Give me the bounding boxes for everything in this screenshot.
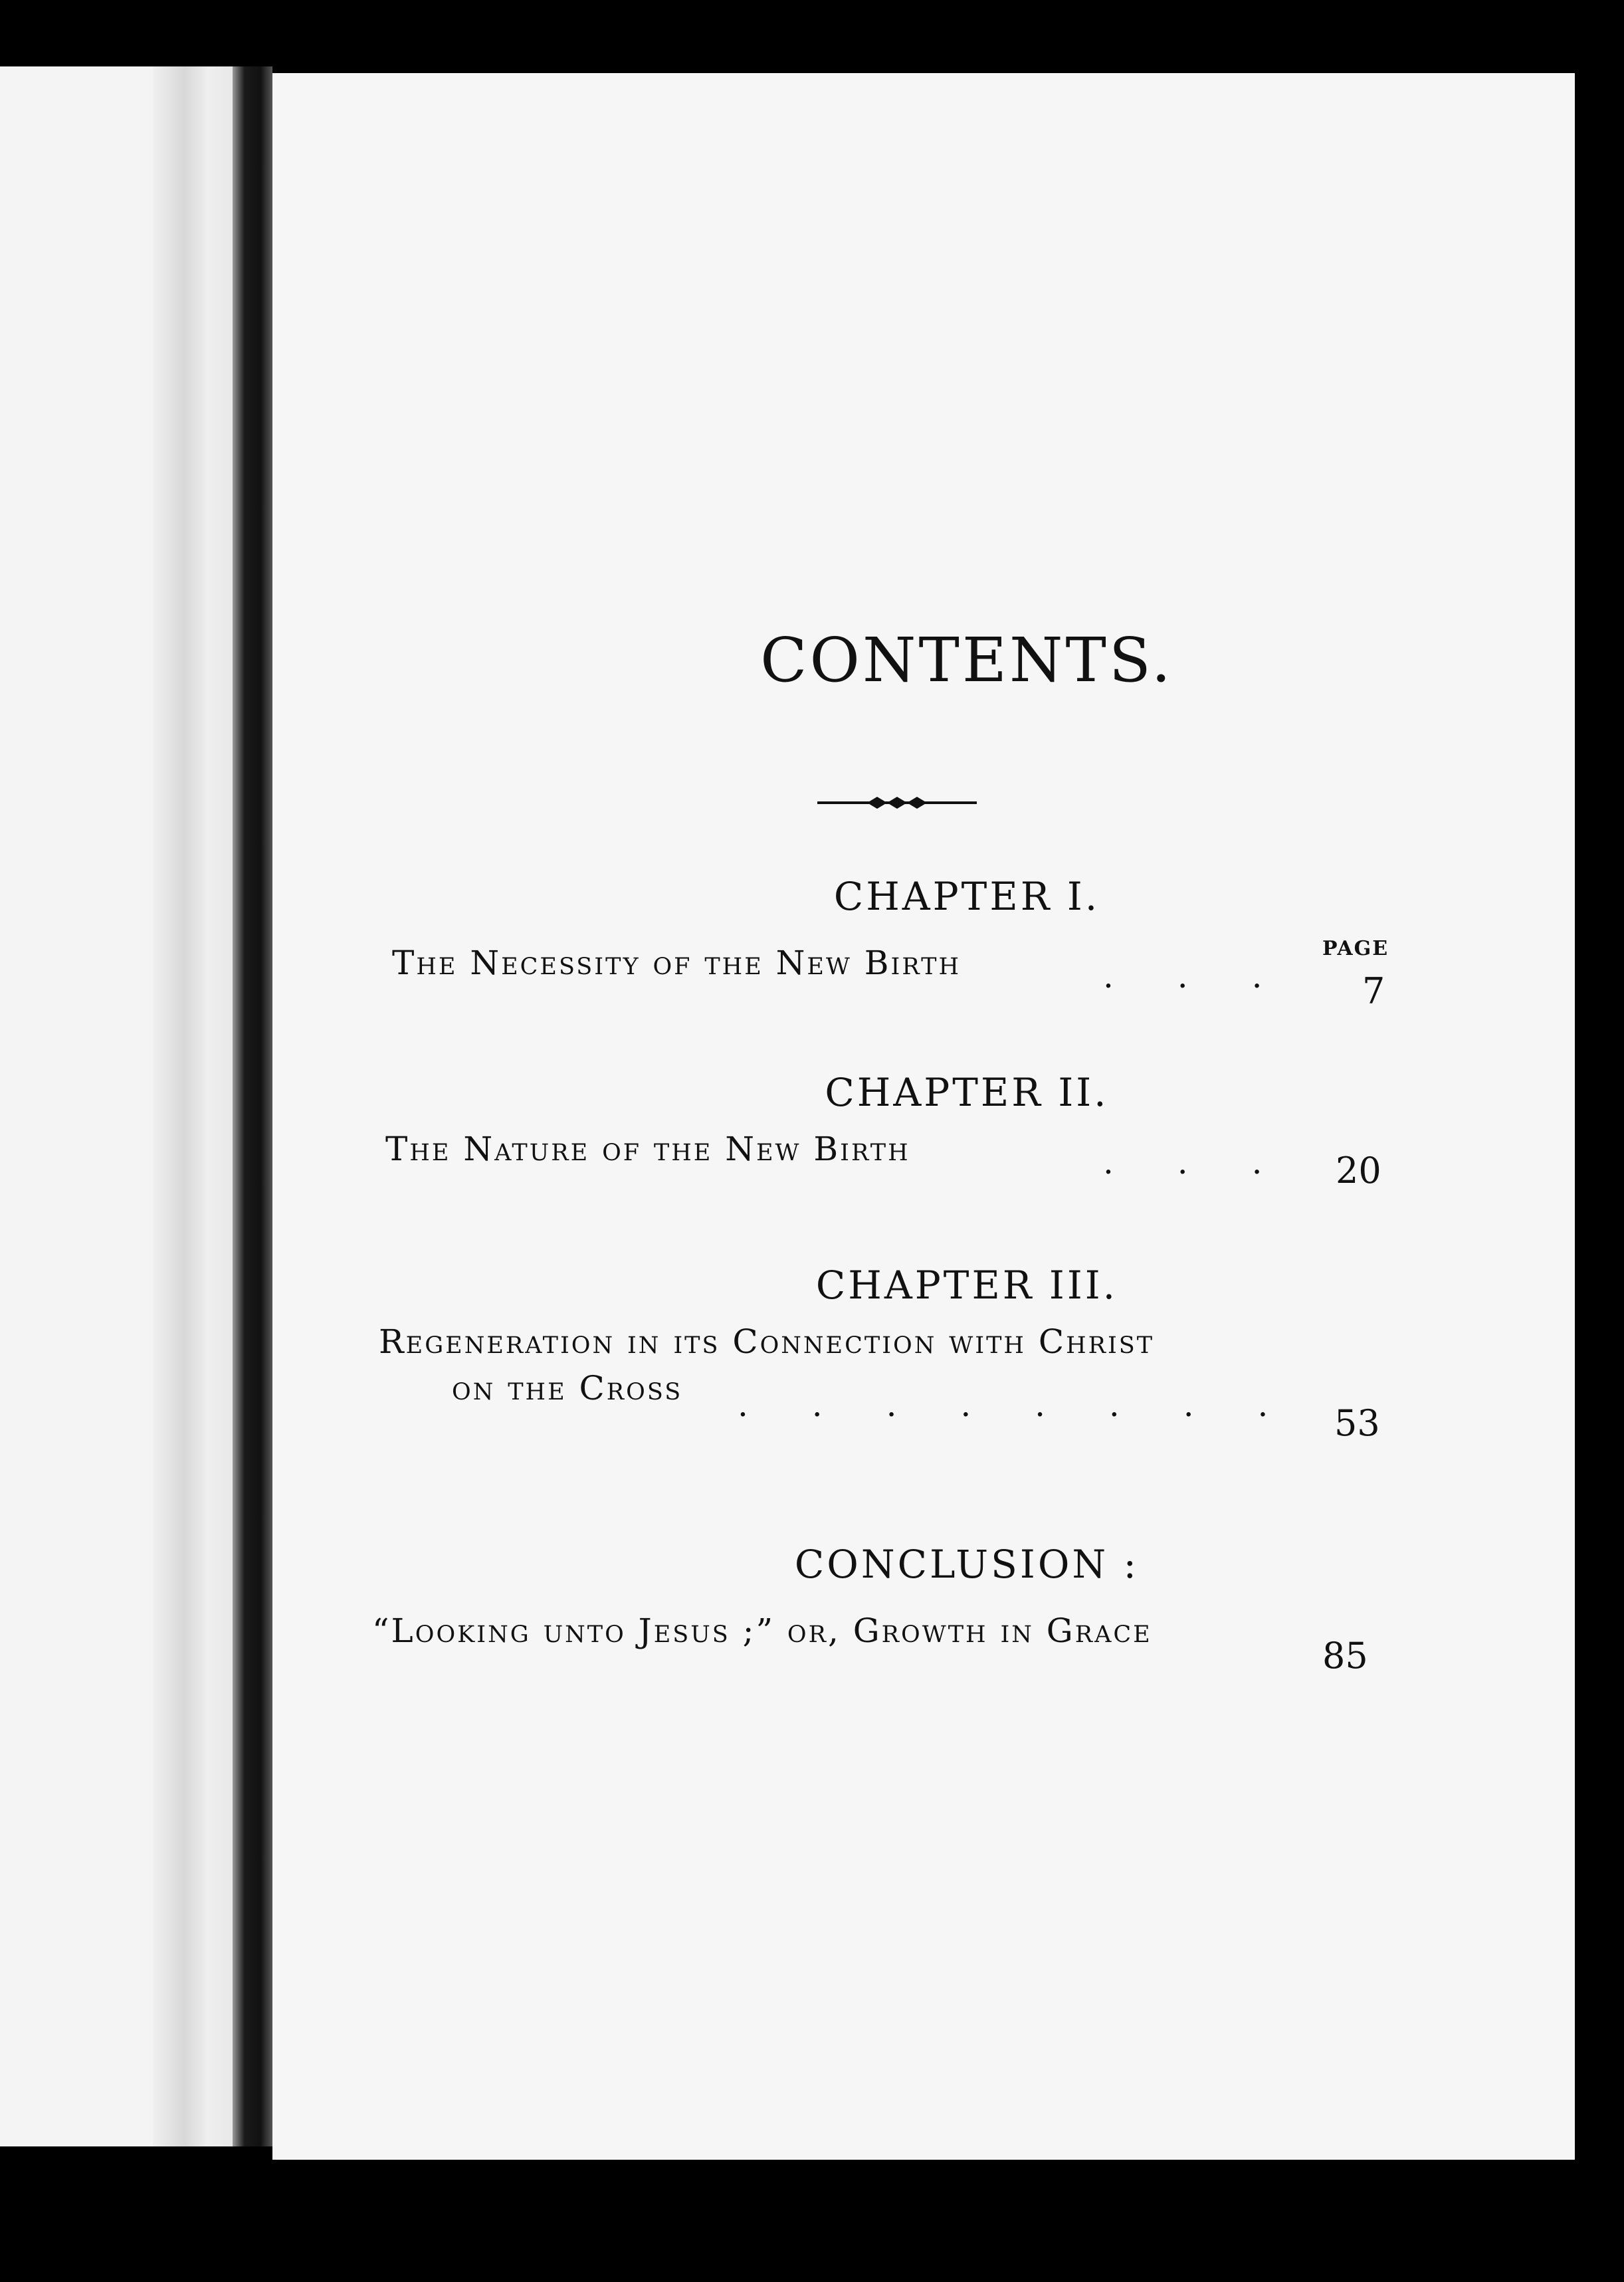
chapter-title: The Nature of the New Birth: [385, 1130, 910, 1168]
dot-leaders: . . .: [1103, 1143, 1289, 1182]
chapter-heading: CHAPTER III.: [815, 1263, 1118, 1308]
page-number: 53: [1334, 1402, 1380, 1444]
ornament-divider: [817, 793, 977, 813]
previous-page-edge: [153, 66, 233, 2146]
page-number: 85: [1322, 1635, 1368, 1677]
page-column-label: PAGE: [1322, 937, 1389, 960]
page-number: 7: [1362, 970, 1385, 1012]
dot-leaders: . . .: [1103, 957, 1289, 995]
page-number: 20: [1336, 1150, 1381, 1192]
contents-page: [272, 73, 1575, 2160]
page-title: CONTENTS.: [760, 625, 1173, 696]
book-gutter: [233, 66, 272, 2146]
chapter-heading: CHAPTER I.: [833, 874, 1100, 919]
chapter-heading: CHAPTER II.: [825, 1070, 1109, 1115]
dot-leaders: . . . . . . . .: [738, 1386, 1295, 1424]
chapter-title: The Necessity of the New Birth: [392, 944, 961, 982]
chapter-title: Regeneration in its Connection with Christ: [379, 1322, 1155, 1361]
chapter-heading: CONCLUSION :: [794, 1542, 1140, 1587]
chapter-title: “Looking unto Jesus ;” or, Growth in Grace: [372, 1611, 1152, 1650]
chapter-title-continued: on the Cross: [452, 1369, 683, 1407]
